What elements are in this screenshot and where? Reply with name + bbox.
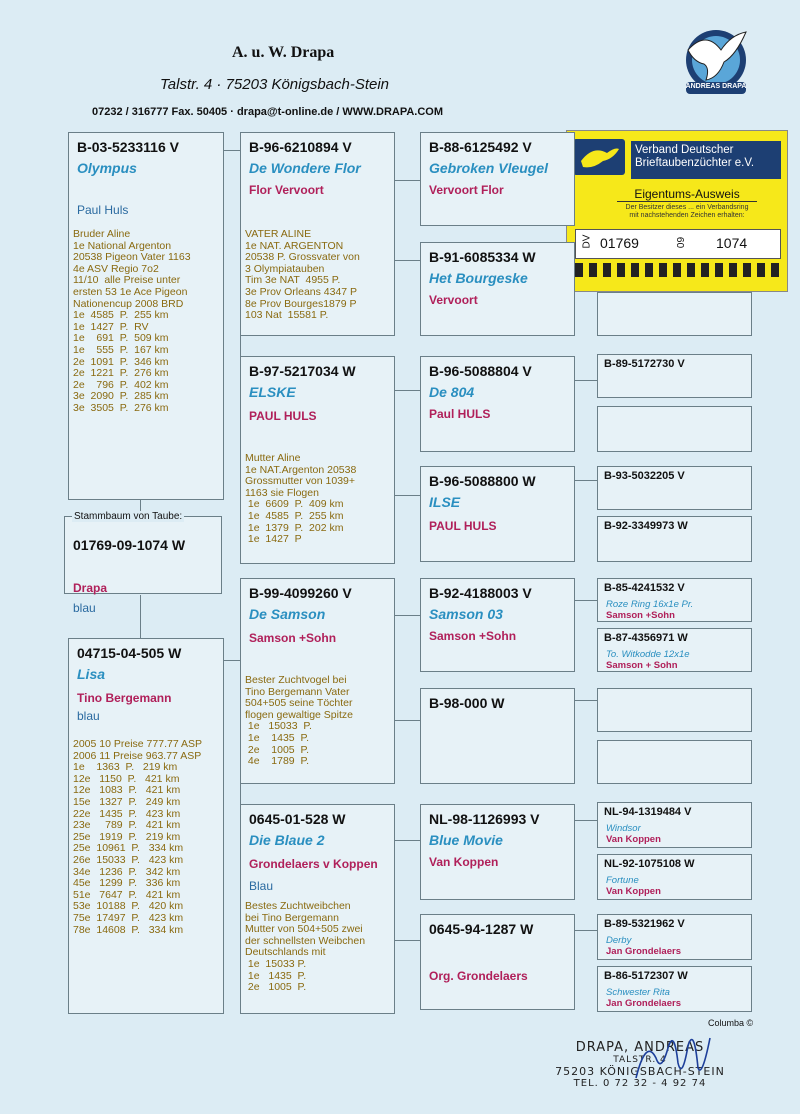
gen4-breeder: Samson + Sohn [606,660,678,671]
gen3-name: Gebroken Vleugel [429,160,549,176]
gen3-box [420,132,575,226]
stamp-tel: TEL. 0 72 32 - 4 92 74 [573,1078,707,1089]
cert-org [631,141,781,179]
logo-text: ANDREAS DRAPA [685,83,747,90]
dam-breeder: Tino Bergemann [77,691,172,705]
cert-org-line2: Brieftaubenzüchter e.V. [635,157,755,169]
gen4-ring: B-93-5032205 V [604,470,685,482]
pedigree-label: Stammbaum von Taube: [74,511,183,522]
gen2-ring: B-99-4099260 V [249,585,352,601]
gen2-box [240,578,395,784]
cert-dv-number: 01769 [600,235,639,251]
gen3-box [420,356,575,452]
cert-desc1: Der Besitzer dieses ... ein Verbandsring [625,204,749,211]
gen2-ring: B-97-5217034 W [249,363,356,379]
breeder-address: Talstr. 4 · 75203 Königsbach-Stein [160,76,390,93]
gen3-breeder: PAUL HULS [429,519,497,533]
signature [626,1018,716,1088]
gen2-info: Mutter Aline 1e NAT.Argenton 20538 Grossmutter von 1039+ 1163 sie Flogen 1e 6609 P. 409 km 1e 4585 P. 255 km 1e 1379 P. 202 km 1e 1427 P [245,452,357,546]
breeder-contact: 07232 / 316777 Fax. 50405 · drapa@t-online.de / WWW.DRAPA.COM [92,106,444,118]
gen4-breeder: Jan Grondelaers [606,946,681,957]
gen2-color: Blau [249,879,274,893]
gen4-box [597,516,752,562]
gen4-box [597,914,752,960]
gen3-name: Het Bourgeske [429,270,528,286]
sire-box [68,132,224,500]
gen4-box [597,966,752,1012]
gen3-box [420,688,575,784]
gen4-ring: B-87-4356971 W [604,632,688,644]
cert-year: 09 [676,236,688,249]
gen2-name: Die Blaue 2 [249,832,325,848]
gen2-info: Bester Zuchtvogel bei Tino Bergemann Vater 504+505 seine Töchter flogen gewaltige Spitze 1e 15033 P. 1e 1435 P. 2e 1005 P. 4e 1789 P. [245,674,353,768]
gen2-breeder: Samson +Sohn [249,631,337,645]
gen3-breeder: Van Koppen [429,855,499,869]
gen2-name: De Wondere Flor [249,160,361,176]
dam-name: Lisa [77,666,106,682]
gen4-box [597,854,752,900]
gen3-name: Blue Movie [429,832,503,848]
gen3-breeder: Org. Grondelaers [429,969,528,983]
gen2-ring: B-96-6210894 V [249,139,352,155]
dam-color: blau [77,709,100,723]
gen3-breeder: Vervoort Flor [429,183,504,197]
gen3-name: De 804 [429,384,475,400]
gen4-box [597,628,752,672]
gen4-box [597,740,752,784]
sire-ring: B-03-5233116 V [77,139,179,155]
subject-box [64,516,222,615]
gen4-breeder: Jan Grondelaers [606,998,681,1009]
gen2-box [240,132,395,336]
gen4-box [597,466,752,510]
gen4-name: Fortune [606,875,639,886]
sire-breeder: Paul Huls [77,203,129,217]
gen4-name: Derby [606,935,632,946]
gen2-ring: 0645-01-528 W [249,811,346,827]
sire-name: Olympus [77,160,137,176]
cert-ring: 1074 [716,235,748,251]
stamp-street: TALSTR. 4 [613,1055,667,1065]
gen3-ring: B-96-5088800 W [429,473,536,489]
cert-title: Eigentums-Ausweis [617,187,757,202]
gen4-name: To. Witkodde 12x1e [606,649,690,660]
gen4-breeder: Van Koppen [606,834,661,845]
gen4-ring: B-85-4241532 V [604,582,685,594]
subject-ring: 01769-09-1074 W [73,537,186,553]
gen3-breeder: Paul HULS [429,407,491,421]
sire-info: Bruder Aline 1e National Argenton 20538 Pigeon Vater 1163 4e ASV Regio 7o2 11/10 alle Preise unter ersten 53 1e Ace Pigeon Nationencup 2008 BRD 1e 4585 P. 255 km 1e 1427 P. RV 1e 691 P. 509 km 1e 555 P. 167 km 2e 1091 P. 346 km 2e 1221 P. 276 km 2e 796 P. 402 km 3e 2090 P. 285 km 3e 3505 P. 276 km [73,228,191,414]
gen4-ring: NL-92-1075108 W [604,858,695,870]
gen4-box [597,292,752,336]
subject-breeder: Drapa [73,581,108,595]
gen4-ring: B-86-5172307 W [604,970,688,982]
dam-ring: 04715-04-505 W [77,645,182,661]
gen3-ring: B-96-5088804 V [429,363,532,379]
stamp-city: 75203 KÖNIGSBACH-STEIN [555,1065,725,1078]
cert-ring-field [575,229,781,259]
gen4-box [597,354,752,398]
gen2-box [240,356,395,564]
gen3-ring: B-88-6125492 V [429,139,532,155]
cert-pattern [575,263,779,277]
gen2-name: De Samson [249,606,326,622]
gen3-box [420,914,575,1010]
gen4-box [597,578,752,622]
gen2-breeder: Grondelaers v Koppen [249,857,378,871]
gen2-name: ELSKE [249,384,296,400]
pigeon-icon [573,139,625,175]
gen3-breeder: Samson +Sohn [429,629,517,643]
cert-desc [597,204,777,220]
gen3-ring: B-91-6085334 W [429,249,536,265]
ownership-certificate [566,130,788,292]
gen4-box [597,406,752,452]
gen3-ring: 0645-94-1287 W [429,921,534,937]
gen2-breeder: PAUL HULS [249,409,317,423]
gen3-box [420,466,575,562]
cert-dv-label: DV [581,234,593,249]
gen2-info: Bestes Zuchtweibchen bei Tino Bergemann Mutter von 504+505 zwei der schnellsten Weibchen Deutschlands mit 1e 15033 P. 1e 1435 P. 2e 1005 P. [245,900,366,994]
gen4-box [597,802,752,848]
gen3-breeder: Vervoort [429,293,478,307]
gen4-ring: B-89-5172730 V [604,358,685,370]
gen4-name: Schwester Rita [606,987,670,998]
cert-desc2: mit nachstehenden Zeichen erhalten: [629,212,745,219]
gen2-info: VATER ALINE 1e NAT. ARGENTON 20538 P. Grossvater von 3 Olympiatauben Tim 3e NAT 4955 P. 3e Prov Orleans 4347 P 8e Prov Bourges1879 P 103 Nat 15581 P. [245,228,360,322]
gen4-ring: B-89-5321962 V [604,918,685,930]
logo [676,20,756,100]
gen2-breeder: Flor Vervoort [249,183,324,197]
gen3-ring: B-92-4188003 V [429,585,532,601]
gen3-box [420,804,575,900]
dam-box [68,638,224,1014]
gen2-box [240,804,395,1014]
gen4-ring: NL-94-1319484 V [604,806,692,818]
gen4-name: Windsor [606,823,641,834]
gen3-name: ILSE [429,494,461,510]
gen3-box [420,242,575,336]
subject-color: blau [73,601,96,615]
gen4-box [597,688,752,732]
dam-info: 2005 10 Preise 777.77 ASP 2006 11 Preise 963.77 ASP 1e 1363 P. 219 km 12e 1150 P. 421 km 12e 1083 P. 421 km 15e 1327 P. 249 km 22e 1435 P. 423 km 23e 789 P. 421 km 25e 1919 P. 219 km 25e 10961 P. 334 km 26e 15033 P. 423 km 34e 1236 P. 342 km 45e 1299 P. 336 km 51e 7647 P. 421 km 53e 10188 P. 420 km 75e 17497 P. 423 km 78e 14608 P. 334 km [73,738,203,936]
gen3-box [420,578,575,672]
gen4-name: Roze Ring 16x1e Pr. [606,599,694,610]
breeder-title: A. u. W. Drapa [232,44,335,61]
gen4-breeder: Samson +Sohn [606,610,675,621]
gen3-ring: NL-98-1126993 V [429,811,540,827]
vdb-logo [573,139,625,175]
cert-org-line1: Verband Deutscher [635,144,734,156]
gen3-name: Samson 03 [429,606,503,622]
gen4-breeder: Van Koppen [606,886,661,897]
stamp-name: DRAPA, ANDREAS [575,1040,705,1055]
gen3-ring: B-98-000 W [429,695,505,711]
gen4-ring: B-92-3349973 W [604,520,688,532]
columba-credit: Columba © [708,1018,754,1028]
